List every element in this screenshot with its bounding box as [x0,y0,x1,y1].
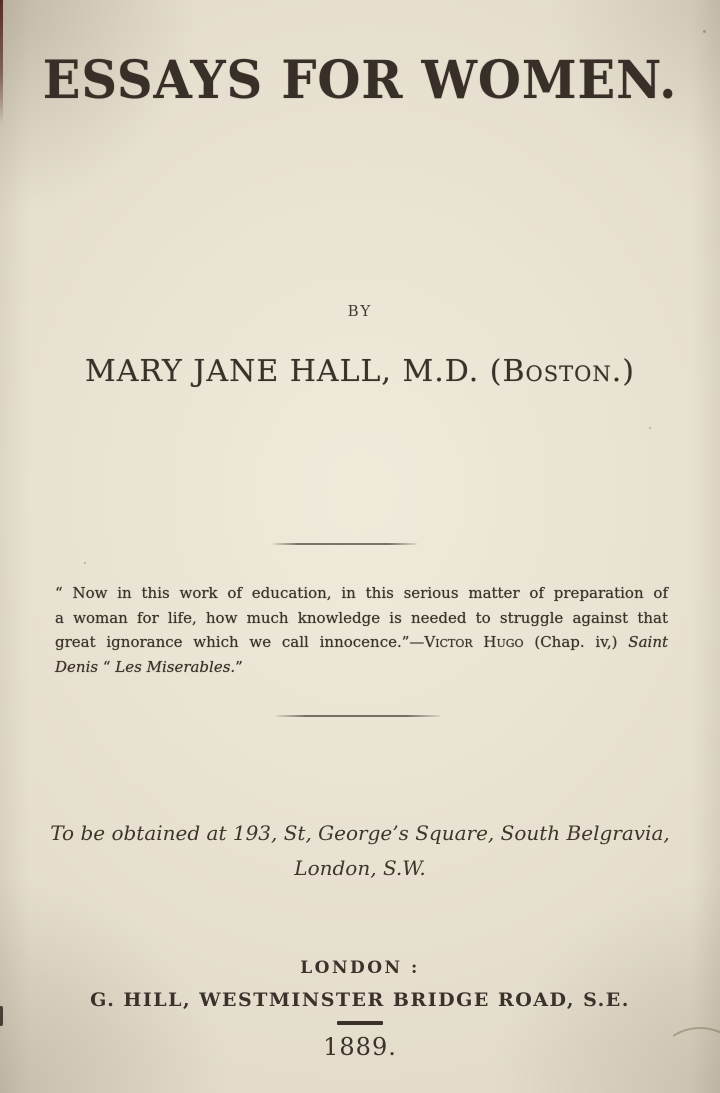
imprint-city: LONDON : [300,958,420,978]
quote-line-4 [55,655,668,680]
imprint-year: 1889. [323,1033,397,1061]
quote-book-title-part3: Les Miserables. [115,657,236,676]
divider-rule-bottom [276,715,440,717]
quote-book-title-part2: Denis [55,657,99,676]
divider-rule-top [273,543,417,545]
binding-edge-artifact-bottom [0,1006,3,1026]
quote-line-1: “ Now in this work of education, in this serious matter of preparation of [55,584,668,602]
quote-chapter-ref: (Chap. iv,) [523,633,629,651]
byline-label: BY [347,302,373,320]
quote-book-title-part1: Saint [628,633,669,651]
quote-line-3 [55,630,668,655]
paper-speck [649,427,651,429]
binding-edge-artifact-top [0,0,3,125]
epigraph-quote [55,581,668,679]
quote-attribution: Victor Hugo [424,633,524,651]
quote-close-quote: ” [235,657,243,676]
author-line: MARY JANE HALL, M.D. (Boston.) [84,354,635,389]
paper-speck [703,30,706,33]
imprint-publisher: G. HILL, WESTMINSTER BRIDGE ROAD, S.E. [90,989,630,1011]
page-title: ESSAYS FOR WOMEN. [42,50,678,111]
availability-address-line-1: To be obtained at 193, St, George’s Square, South Belgravia, [50,821,670,845]
paper-speck [84,562,86,564]
quote-open-quote: “ [98,657,116,676]
availability-address-line-2: London, S.W. [294,856,426,880]
imprint-rule [337,1021,383,1025]
quote-line-3-text: great ignorance which we call innocence.”— [55,633,425,651]
quote-line-2: a woman for life, how much knowledge is needed to struggle against that [55,608,668,627]
